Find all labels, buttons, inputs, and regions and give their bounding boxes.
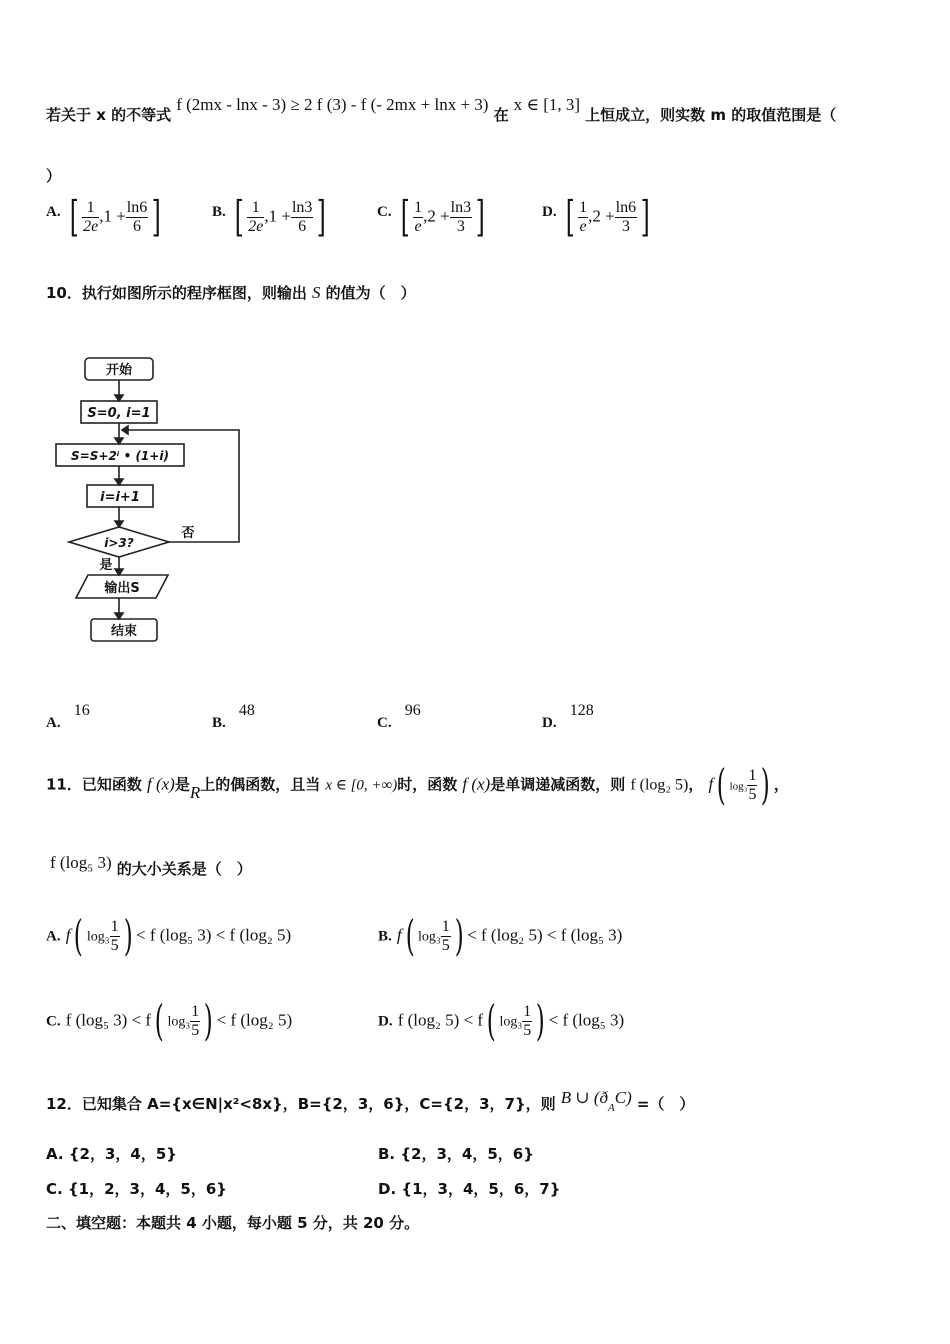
section-2-heading: 二、填空题：本题共 4 小题，每小题 5 分，共 20 分。: [46, 1214, 420, 1232]
q9-inequality: f (2mx - lnx - 3) ≥ 2 f (3) - f (- 2mx + lnx + 3): [176, 95, 489, 114]
flow-start-text: 开始: [105, 363, 133, 378]
q9-option-b[interactable]: B. [ $\frac{1}{2e}$ ,1 + $\frac{\ln 3}{6}$ ]: [212, 192, 327, 241]
flow-yes-label: 是: [99, 558, 113, 573]
q11-stem: 11．已知函数 f (x)是R上的偶函数，且当 x ∈ [0, +∞)时，函数 f (x)是单调递减函数，则 f (log₂ 5)， f( log₃ $\frac{1}{5}$ ) ，: [46, 760, 789, 809]
flow-end-text: 结束: [110, 624, 138, 639]
q12-option-d[interactable]: D. {1，3，4，5，6，7}: [378, 1180, 561, 1198]
q9-stem: [46, 95, 837, 125]
q9-domain: x ∈ [1, 3]: [513, 95, 581, 114]
q12-option-b[interactable]: B. {2，3，4，5，6}: [378, 1145, 534, 1163]
q10-option-b[interactable]: B. 48: [212, 702, 255, 731]
flowchart: [44, 350, 254, 660]
q9-option-a[interactable]: A. [ $\frac{1}{2e}$ ,1 + $\frac{\ln 6}{6}$ ]: [46, 192, 161, 241]
q10-option-a[interactable]: A. 16: [46, 702, 90, 731]
q12-option-a[interactable]: A. {2，3，4，5}: [46, 1145, 177, 1163]
q9-tail: 上恒成立，则实数 m 的取值范围是（: [585, 106, 837, 124]
q11-option-b[interactable]: B. f( log₃ $\frac{1}{5}$ ) < f (log₂ 5) < f (log₅ 3): [378, 911, 623, 960]
q9-mid: 在: [493, 106, 509, 124]
q9-option-d[interactable]: D. [ $\frac{1}{e}$ ,2 + $\frac{\ln 6}{3}$ ]: [542, 192, 650, 241]
flow-cond-text: i>3?: [104, 536, 134, 550]
q10-stem: 10．执行如图所示的程序框图，则输出 S 的值为（ ）: [46, 283, 416, 302]
q11-line2: f (log₅ 3) 的大小关系是（ ）: [50, 853, 252, 878]
q10-options: [46, 700, 906, 730]
q9-close: ）: [46, 167, 62, 185]
q11-option-d[interactable]: D. f (log₂ 5) < f( log₃ $\frac{1}{5}$ ) < f (log₅ 3): [378, 996, 625, 1045]
q12-option-c[interactable]: C. {1，2，3，4，5，6}: [46, 1180, 227, 1198]
flow-output-text: 输出S: [104, 581, 140, 596]
flow-init-text: S=0, i=1: [87, 406, 151, 421]
flow-incr-text: i=i+1: [100, 490, 140, 505]
q12-stem: 12．已知集合 A={x∈N|x²<8x}，B={2，3，6}，C={2，3，7}，则 B ∪ (ðAC) =（ ）: [46, 1088, 695, 1114]
q9-option-c[interactable]: C. [ $\frac{1}{e}$ ,2 + $\frac{\ln 3}{3}$ ]: [377, 192, 485, 241]
q9-options: [46, 192, 926, 248]
flow-no-label: 否: [181, 526, 195, 541]
q11-option-c[interactable]: C. f (log₅ 3) < f( log₃ $\frac{1}{5}$ ) < f (log₂ 5): [46, 996, 293, 1045]
q11-option-a[interactable]: A. f( log₃ $\frac{1}{5}$ ) < f (log₅ 3) < f (log₂ 5): [46, 911, 292, 960]
q9-intro: 若关于 x 的不等式: [46, 106, 172, 124]
flow-update-text: S=S+2ⁱ • (1+i): [71, 449, 169, 463]
q10-option-c[interactable]: C. 96: [377, 702, 421, 731]
q10-option-d[interactable]: D. 128: [542, 702, 594, 731]
